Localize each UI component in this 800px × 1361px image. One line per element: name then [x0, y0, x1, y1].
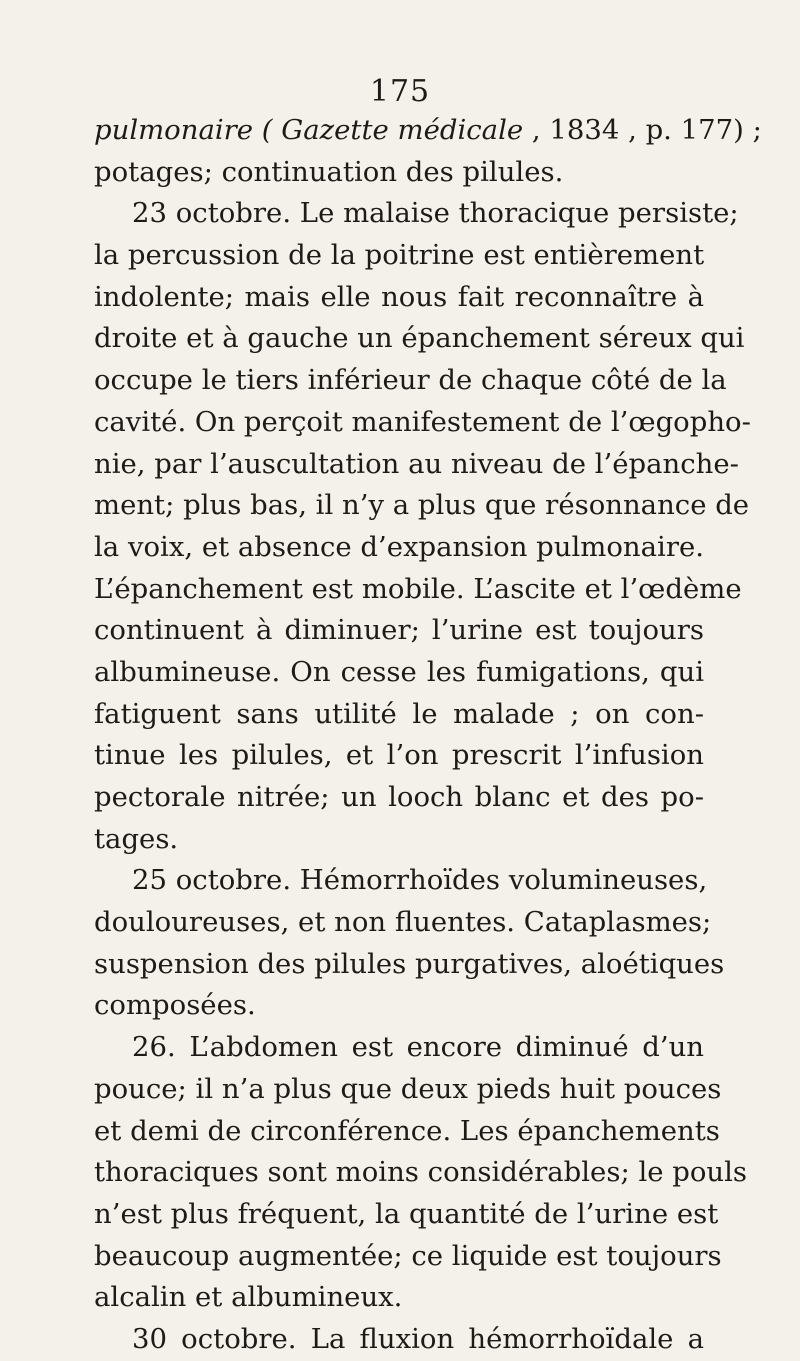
text-line: alcalin et albumineux. [94, 1281, 403, 1314]
page-number: 175 [369, 74, 431, 109]
text-line: douloureuses, et non fluentes. Cataplasmes; [94, 906, 712, 939]
text-line [94, 110, 762, 152]
text-line: la percussion de la poitrine est entièrement [94, 239, 705, 272]
text-line: composées. [94, 989, 256, 1022]
text-line: fatiguent sans utilité le malade ; on con- [94, 697, 704, 730]
text-line: cavité. On perçoit manifestement de l’œgopho- [94, 405, 751, 438]
text-line: thoraciques sont moins considérables; le pouls [94, 1156, 748, 1189]
citation-details: , 1834 , p. 177) ; [523, 114, 762, 146]
text-line: droite et à gauche un épanchement séreux qui [94, 322, 745, 355]
paragraph-start: 26. L’abdomen est encore diminué d’un [132, 1031, 704, 1064]
text-line: la voix, et absence d’expansion pulmonaire. [94, 530, 704, 563]
text-line: tages. [94, 822, 179, 855]
paragraph-start: 30 octobre. La fluxion hémorrhoïdale a [132, 1322, 704, 1355]
text-line: n’est plus fréquent, la quantité de l’urine est [94, 1197, 719, 1230]
text-line: tinue les pilules, et l’on prescrit l’infusion [94, 739, 704, 772]
text-line: ment; plus bas, il n’y a plus que résonnance de [94, 489, 750, 522]
text-line: albumineuse. On cesse les fumigations, qui [94, 655, 704, 688]
text-line: pectorale nitrée; un looch blanc et des po- [94, 781, 704, 813]
text-line: nie, par l’auscultation au niveau de l’épanche- [94, 447, 739, 480]
text-line: occupe le tiers inférieur de chaque côté de la [94, 364, 727, 397]
paragraph-start: 23 octobre. Le malaise thoracique persiste; [132, 197, 739, 230]
text-line: continuent à diminuer; l’urine est toujours [94, 614, 704, 647]
text-line: beaucoup augmentée; ce liquide est toujours [94, 1239, 722, 1272]
journal-citation: pulmonaire ( Gazette médicale [94, 114, 524, 146]
paragraph-start: 25 octobre. Hémorrhoïdes volumineuses, [132, 864, 708, 897]
text-line: L’épanchement est mobile. L’ascite et l’œdème [94, 572, 742, 605]
text-line: potages; continuation des pilules. [94, 155, 564, 188]
text-line: indolente; mais elle nous fait reconnaître à [94, 280, 704, 313]
body-text [94, 110, 762, 1361]
text-line: suspension des pilules purgatives, aloétiques [94, 947, 725, 980]
text-line: pouce; il n’a plus que deux pieds huit pouces [94, 1072, 722, 1105]
text-line: et demi de circonférence. Les épanchements [94, 1114, 720, 1147]
